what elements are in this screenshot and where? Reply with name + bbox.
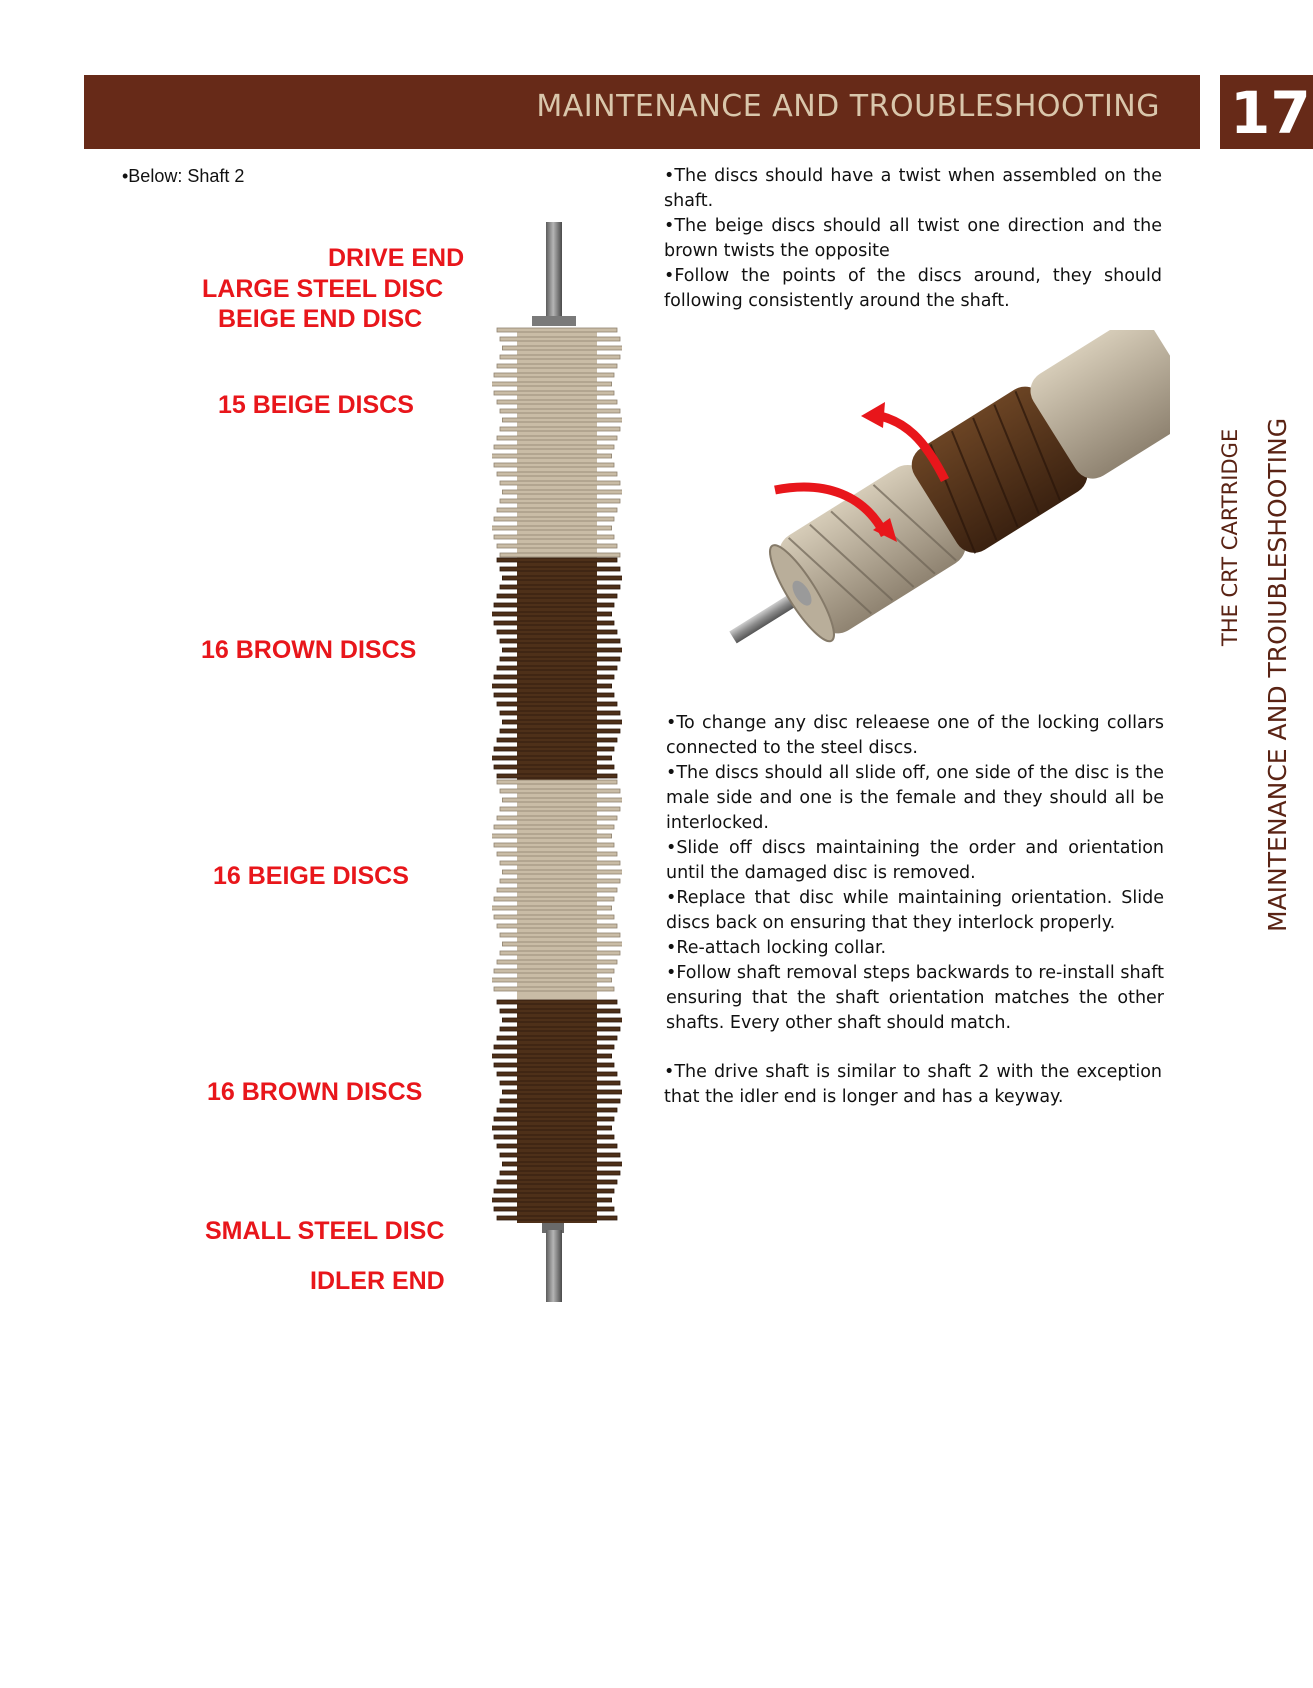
paragraph: •The drive shaft is similar to shaft 2 with the exception that the idler end is longer and has a keyway. [664,1062,1162,1107]
disc-fin [497,666,617,670]
text-block-twist [664,164,1162,314]
disc-fin [494,747,614,751]
disc-fin [494,693,614,697]
sidebar-section-title: THE CRT CARTRIDGE [1218,428,1242,646]
disc-fin [492,454,612,458]
disc-fin [500,1027,620,1031]
disc-fin [497,852,617,856]
disc-fin [497,702,617,706]
disc-fin [497,1000,617,1004]
disc-fin [497,594,617,598]
text-block-drive-shaft [664,1060,1162,1110]
disc-fin [500,337,620,341]
disc-fin [500,427,620,431]
disc-fin [502,490,622,494]
disc-fin [500,1081,620,1085]
disc-fin [494,987,614,991]
disc-fin [494,843,614,847]
disc-fin [500,729,620,733]
disc-fin [502,798,622,802]
disc-fin [497,738,617,742]
label-large-steel-disc: LARGE STEEL DISC [202,275,444,303]
text-block-change-disc [666,711,1164,1036]
paragraph: •The discs should all slide off, one side of the disc is the male side and one is the female and they should all be interlocked. [666,763,1164,833]
disc-fin [497,400,617,404]
disc-fin [497,1216,617,1220]
disc-fin [494,445,614,449]
disc-fin [497,888,617,892]
disc-fin [494,1117,614,1121]
disc-fin [502,648,622,652]
shaft-2-drawing [492,220,622,1305]
large-steel-disc [532,316,576,326]
disc-fin [492,1198,612,1202]
idler-end-shaft [546,1230,562,1302]
disc-fin [497,960,617,964]
paragraph: •Follow the points of the discs around, they should following consistently around the shaft. [664,266,1162,311]
disc-stack [492,328,622,1223]
disc-fin [502,576,622,580]
disc-fin [492,526,612,530]
disc-fin [500,807,620,811]
disc-fin [500,1171,620,1175]
disc-fin [500,409,620,413]
disc-fin [494,1135,614,1139]
disc-fin [497,924,617,928]
disc-fin [497,1144,617,1148]
disc-fin [492,1126,612,1130]
page-number: 17 [1230,79,1311,147]
page-number-box [1220,75,1313,149]
disc-fin [492,756,612,760]
disc-section-1 [517,328,597,558]
disc-fin [500,1009,620,1013]
header-bar [84,75,1200,149]
disc-fin [497,508,617,512]
disc-fin [494,915,614,919]
disc-fin [492,684,612,688]
disc-fin [494,1189,614,1193]
disc-fin [497,780,617,784]
disc-fin [494,969,614,973]
paragraph: •Follow shaft removal steps backwards to re-install shaft ensuring that the shaft orientation matches the other shafts. Every other shaft should match. [666,963,1164,1033]
label-16-beige-discs: 16 BEIGE DISCS [213,862,409,890]
disc-fin [494,1207,614,1211]
disc-fin [494,603,614,607]
disc-fin [502,942,622,946]
paragraph: •Re-attach locking collar. [666,938,887,958]
disc-fin [500,499,620,503]
disc-fin [500,657,620,661]
label-small-steel-disc: SMALL STEEL DISC [205,1217,445,1245]
disc-fin [497,816,617,820]
disc-fin [492,978,612,982]
disc-fin [497,436,617,440]
disc-fin [494,373,614,377]
disc-fin [502,870,622,874]
disc-fin [494,535,614,539]
disc-fin [502,346,622,350]
disc-fin [500,567,620,571]
disc-fin [492,382,612,386]
twisted-shaft-illustration [715,330,1170,675]
disc-fin [492,612,612,616]
disc-fin [497,1036,617,1040]
paragraph: •The discs should have a twist when assembled on the shaft. [664,166,1162,211]
disc-fin [494,825,614,829]
label-idler-end: IDLER END [310,1267,445,1295]
disc-fin [494,1045,614,1049]
disc-fin [500,879,620,883]
disc-fin [492,834,612,838]
figure-caption: •Below: Shaft 2 [122,166,245,186]
disc-fin [494,391,614,395]
disc-fin [492,906,612,910]
disc-fin [494,897,614,901]
disc-fin [500,1153,620,1157]
label-drive-end: DRIVE END [328,244,465,272]
disc-fin [502,1162,622,1166]
label-beige-end-disc: BEIGE END DISC [218,305,423,333]
disc-fin [500,951,620,955]
twisted-shaft-drawing [715,330,1170,675]
disc-fin [494,1063,614,1067]
disc-fin [494,463,614,467]
disc-fin [500,711,620,715]
disc-fin [497,774,617,778]
disc-fin [500,861,620,865]
disc-fin [497,1108,617,1112]
disc-fin [497,1072,617,1076]
disc-fin [500,481,620,485]
disc-fin [500,355,620,359]
paragraph: •Replace that disc while maintaining orientation. Slide discs back on ensuring that they interlock properly. [666,888,1164,933]
disc-fin [497,472,617,476]
disc-fin [500,933,620,937]
disc-fin [497,364,617,368]
paragraph: •To change any disc releaese one of the locking collars connected to the steel discs. [666,713,1164,758]
disc-fin [497,630,617,634]
disc-fin [492,1054,612,1058]
disc-fin [497,1180,617,1184]
disc-fin [500,553,620,557]
disc-fin [494,517,614,521]
drive-end-shaft [546,222,562,322]
disc-fin [494,675,614,679]
disc-fin [494,621,614,625]
page-title: MAINTENANCE AND TROUBLESHOOTING [536,89,1160,124]
label-15-beige-discs: 15 BEIGE DISCS [218,391,414,419]
disc-fin [497,544,617,548]
disc-fin [500,789,620,793]
paragraph: •Slide off discs maintaining the order and orientation until the damaged disc is removed. [666,838,1164,883]
label-16-brown-discs-1: 16 BROWN DISCS [201,636,417,664]
disc-fin [497,328,617,332]
shaft-2-illustration [492,220,622,1305]
disc-fin [494,765,614,769]
disc-fin [497,558,617,562]
sidebar-chapter-title: MAINTENANCE AND TROIUBLESHOOTING [1263,417,1292,932]
disc-fin [500,1099,620,1103]
label-16-brown-discs-2: 16 BROWN DISCS [207,1078,423,1106]
disc-fin [502,720,622,724]
disc-fin [502,418,622,422]
disc-fin [500,585,620,589]
disc-fin [500,639,620,643]
disc-fin [502,1018,622,1022]
paragraph: •The beige discs should all twist one direction and the brown twists the opposite [664,216,1162,261]
disc-fin [502,1090,622,1094]
